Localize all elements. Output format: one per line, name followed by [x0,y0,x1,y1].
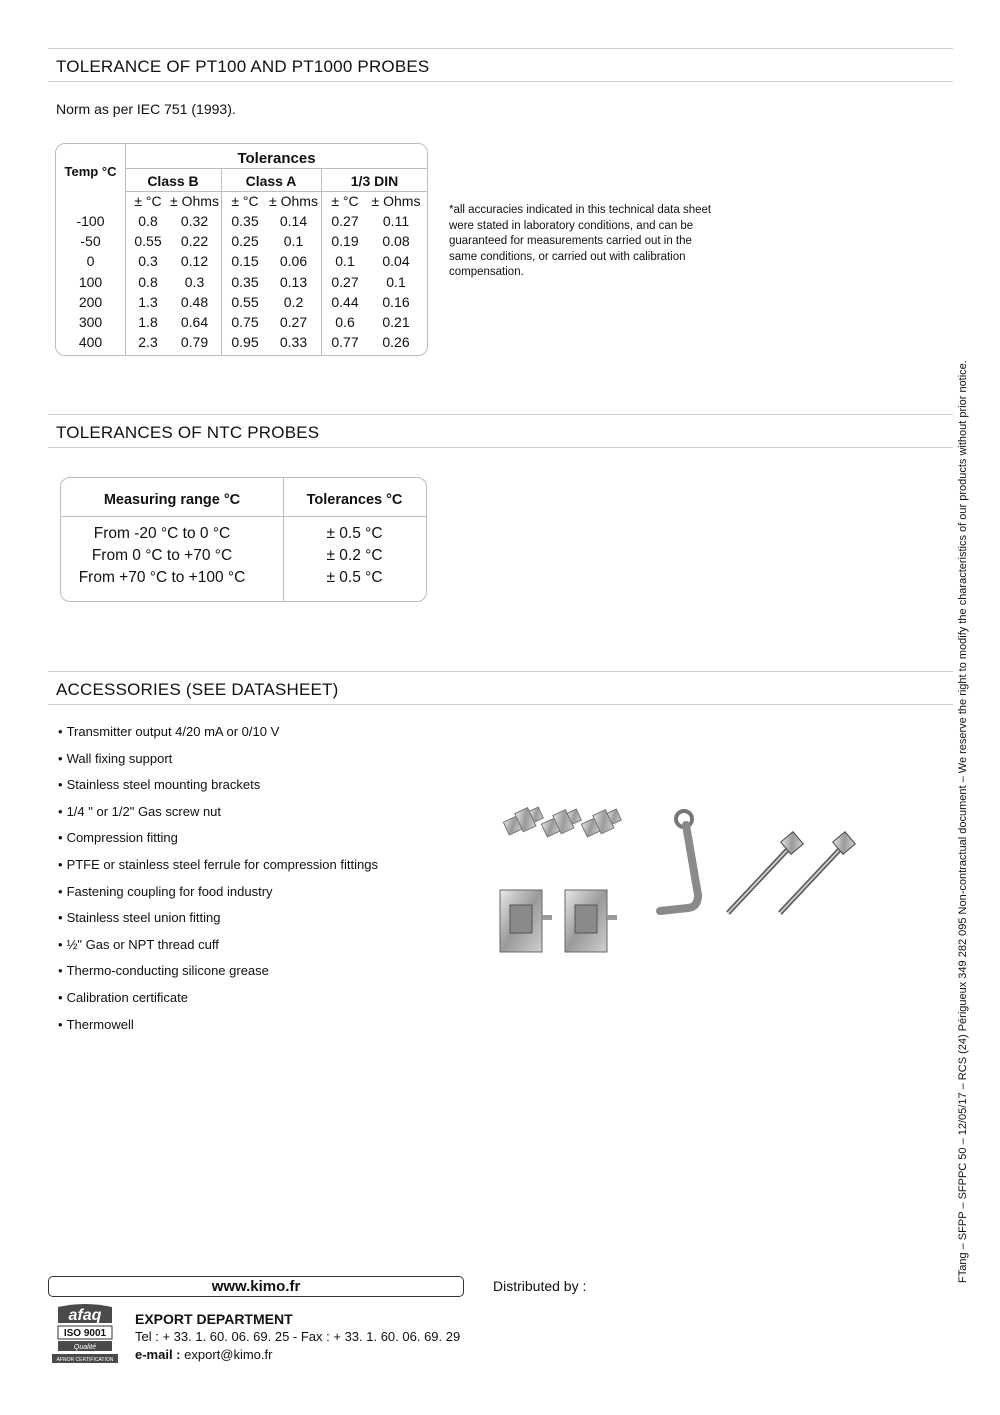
ntc-range: From -20 °C to 0 °C [93,525,231,542]
phone-fax: Tel : + 33. 1. 60. 06. 69. 25 - Fax : + 33. 1. 60. 06. 69. 29 [135,1329,461,1344]
tolerance-cell: 0.32 [180,213,209,229]
tolerance-cell: 0.25 [231,233,259,250]
side-legal-note: FTang – SFPP – SFPPC 50 – 12/05/17 – RCS (24) Périgueux 349 282 095 Non-contractual document – We reserve the right to modify the characteristics of our products without prior notice. [957,360,969,1283]
temp-cell: 0 [86,253,95,270]
list-item: • Stainless steel mounting brackets [58,773,378,800]
tolerance-cell: 0.22 [180,233,209,250]
note-line: *all accuracies indicated in this technical data sheet [449,204,712,216]
tolerance-cell: 0.1 [283,233,304,250]
tolerance-cell: 0.16 [382,293,410,310]
email-label: e-mail : [135,1347,181,1362]
note-line: same conditions, or carried out with calibration [449,250,686,263]
tolerance-cell: 0.95 [231,334,259,351]
ntc-tolerance-table [60,477,427,602]
svg-text:Qualité: Qualité [73,1344,97,1351]
list-item: • Compression fitting [58,826,378,853]
tolerance-cell: 0.27 [331,213,359,229]
temp-cell: -100 [76,213,105,229]
tolerance-cell: 0.8 [138,273,158,290]
tolerance-cell: 0.3 [138,253,158,270]
sub-header: ± Ohms [371,193,421,209]
list-item: • Calibration certificate [58,986,378,1013]
section-title-pt100: TOLERANCE OF PT100 AND PT1000 PROBES [48,48,953,82]
tolerance-cell: 0.11 [382,213,410,229]
tolerance-cell: 0.8 [138,213,158,229]
ntc-tolerance: ± 0.2 °C [326,547,383,564]
svg-text:afaq: afaq [68,1307,102,1324]
temp-cell: 300 [78,314,103,330]
temp-header: Temp °C [64,164,117,179]
temp-cell: 200 [78,293,103,310]
ntc-tolerance: ± 0.5 °C [326,525,383,542]
sub-header: ± Ohms [170,193,219,209]
tolerance-cell: 0.27 [331,273,359,290]
mounting-bracket-image [500,890,617,952]
ntc-col1-header: Measuring range °C [103,492,241,508]
tolerance-cell: 2.3 [138,334,158,351]
tolerance-cell: 0.55 [231,293,259,310]
note-line: were stated in laboratory conditions, and can be [449,219,694,232]
tolerance-cell: 0.64 [180,314,209,330]
list-item: • Stainless steel union fitting [58,906,378,933]
list-item: • Thermo-conducting silicone grease [58,959,378,986]
temp-cell: 400 [78,334,103,351]
list-item: • PTFE or stainless steel ferrule for compression fittings [58,853,378,880]
sub-header: ± Ohms [269,193,318,209]
accessories-image [490,795,870,965]
tolerance-cell: 0.48 [180,293,209,310]
tolerance-cell: 0.21 [382,314,410,330]
list-item: • ½" Gas or NPT thread cuff [58,933,378,960]
afaq-logo [52,1303,118,1365]
tolerance-cell: 0.79 [180,334,209,351]
section-title-ntc: TOLERANCES OF NTC PROBES [48,414,953,448]
list-item: • 1/4 " or 1/2" Gas screw nut [58,800,378,827]
note-line: compensation. [449,266,524,278]
tolerance-cell: 0.04 [382,253,410,270]
email-link[interactable]: export@kimo.fr [184,1347,273,1362]
accuracy-note [449,203,719,281]
tolerance-cell: 0.06 [279,253,308,270]
tolerances-header: Tolerances [237,150,316,167]
tolerance-cell: 0.55 [134,233,162,250]
sub-header: ± °C [331,193,359,209]
tolerance-cell: 0.1 [335,253,355,270]
accessories-list [58,720,378,1039]
tolerance-cell: 0.13 [279,273,308,290]
pt-tolerance-table [55,143,428,356]
tolerance-cell: 0.6 [335,314,355,330]
tolerance-cell: 0.44 [331,293,359,310]
tolerance-cell: 0.35 [231,213,259,229]
list-item: • Transmitter output 4/20 mA or 0/10 V [58,720,378,747]
ntc-col2-header: Tolerances °C [306,492,403,508]
din-header: 1/3 DIN [350,173,399,189]
email-line [135,1347,272,1362]
thermowell-image [728,832,855,913]
temp-cell: 100 [78,273,103,290]
tolerance-cell: 0.3 [184,273,205,290]
section-title-accessories: ACCESSORIES (SEE DATASHEET) [48,671,953,705]
note-line: guaranteed for measurements carried out in the [449,235,692,247]
class-b-header: Class B [147,173,199,189]
svg-text:ISO 9001: ISO 9001 [63,1328,107,1339]
compression-fitting-image [502,803,623,839]
class-a-header: Class A [245,173,297,189]
tolerance-cell: 0.12 [180,253,209,270]
wall-support-image [660,811,698,911]
ntc-tolerance: ± 0.5 °C [326,569,383,586]
temp-cell: -50 [80,233,101,250]
tolerance-cell: 0.1 [386,273,406,290]
tolerance-cell: 0.14 [279,213,308,229]
tolerance-cell: 0.75 [231,314,259,330]
list-item: • Wall fixing support [58,747,378,774]
tolerance-cell: 0.08 [382,233,410,250]
export-department: EXPORT DEPARTMENT [135,1311,293,1327]
svg-text:AFNOR CERTIFICATION: AFNOR CERTIFICATION [56,1357,114,1363]
ntc-range: From 0 °C to +70 °C [91,547,233,564]
website-link[interactable]: www.kimo.fr [48,1276,464,1297]
tolerance-cell: 0.27 [279,314,308,330]
sub-header: ± °C [231,193,259,209]
tolerance-cell: 0.26 [382,334,410,351]
sub-header: ± °C [134,193,162,209]
tolerance-cell: 0.35 [231,273,259,290]
norm-text: Norm as per IEC 751 (1993). [56,101,236,117]
tolerance-cell: 0.15 [231,253,259,270]
tolerance-cell: 1.3 [138,293,158,310]
tolerance-cell: 0.19 [331,233,359,250]
tolerance-cell: 0.33 [279,334,308,351]
ntc-range: From +70 °C to +100 °C [78,569,246,586]
list-item: • Fastening coupling for food industry [58,880,378,907]
list-item: • Thermowell [58,1013,378,1040]
distributed-by: Distributed by : [493,1278,587,1294]
tolerance-cell: 1.8 [138,314,158,330]
tolerance-cell: 0.77 [331,334,359,351]
tolerance-cell: 0.2 [283,293,304,310]
